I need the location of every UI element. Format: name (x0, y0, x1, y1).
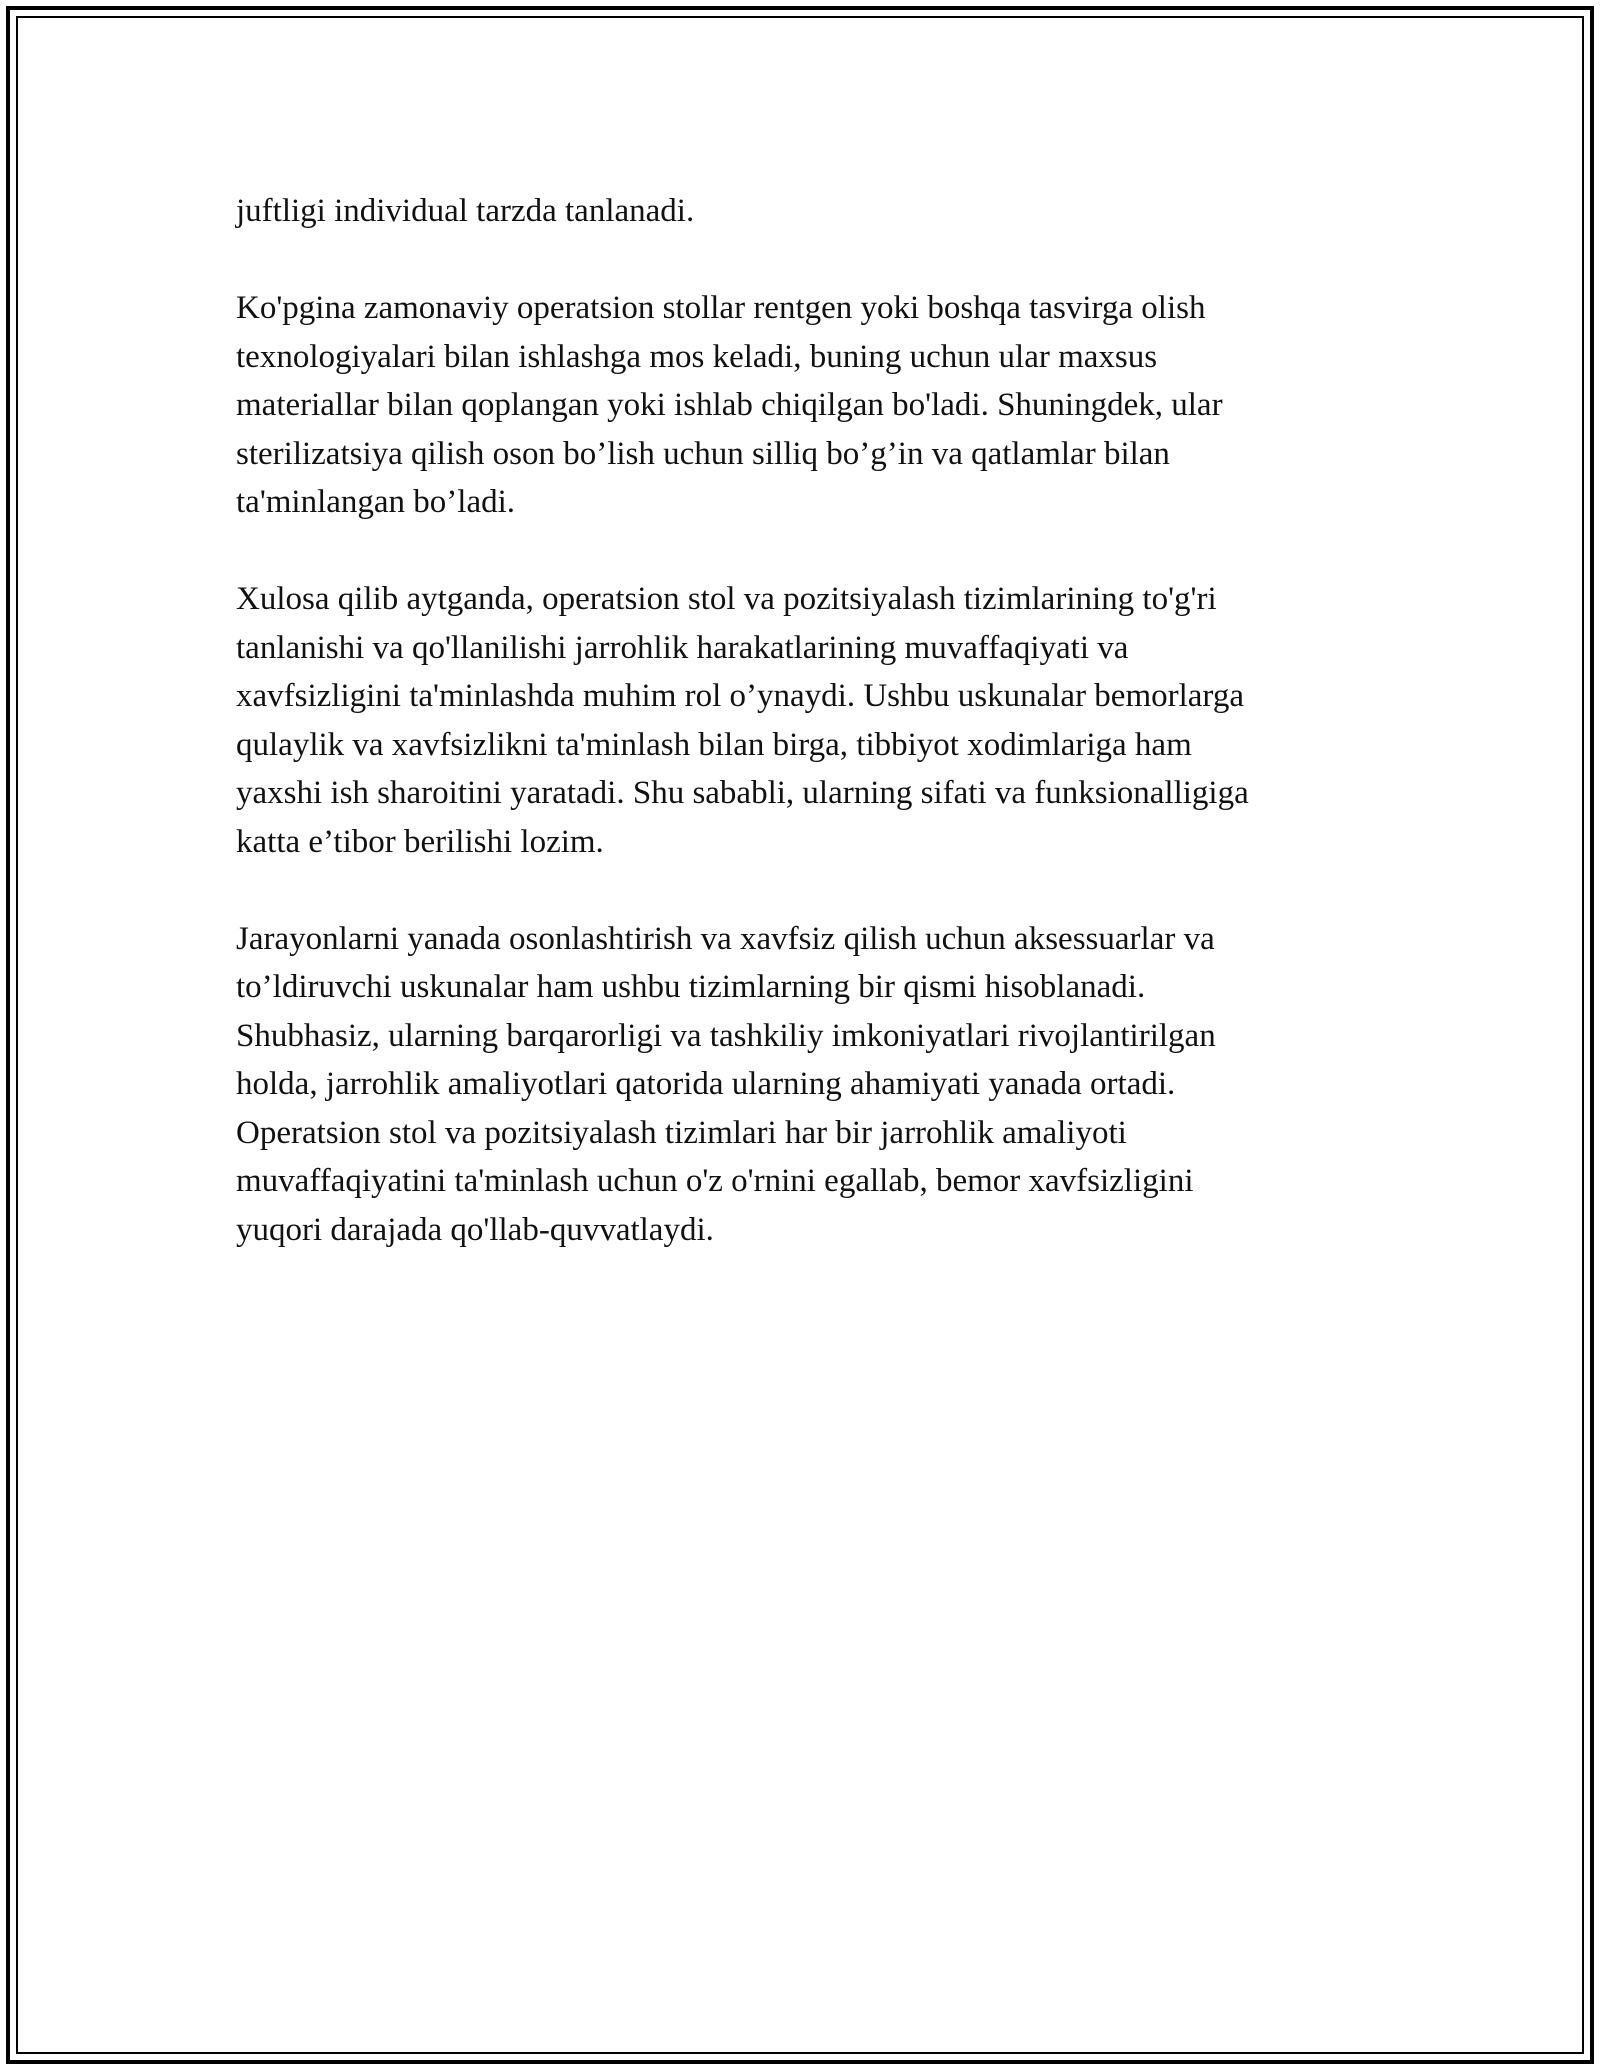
text-line: yaxshi ish sharoitini yaratadi. Shu sababli, ularning sifati va funksionalligiga (236, 775, 1249, 811)
paragraph-2 (236, 284, 1376, 527)
text-line: yuqori darajada qo'llab-quvvatlaydi. (236, 1211, 714, 1248)
text-line: to’ldiruvchi uskunalar ham ushbu tizimlarning bir qismi hisoblanadi. (236, 969, 1146, 1005)
text-line: qulaylik va xavfsizlikni ta'minlash bilan birga, tibbiyot xodimlariga ham (236, 726, 1192, 763)
paragraph-3 (236, 575, 1376, 866)
text-line: juftligi individual tarzda tanlanadi. (236, 193, 695, 229)
text-line: Shubhasiz, ularning barqarorligi va tashkiliy imkoniyatlari rivojlantirilgan (236, 1017, 1216, 1054)
text-line: Jarayonlarni yanada osonlashtirish va xavfsiz qilish uchun aksessuarlar va (236, 920, 1215, 957)
text-line: holda, jarrohlik amaliyotlari qatorida ularning ahamiyati yanada ortadi. (236, 1066, 1176, 1102)
text-line: Ko'pgina zamonaviy operatsion stollar rentgen yoki boshqa tasvirga olish (236, 290, 1206, 326)
text-line: muvaffaqiyatini ta'minlash uchun o'z o'rnini egallab, bemor xavfsizligini (236, 1163, 1194, 1199)
text-line: sterilizatsiya qilish oson bo’lish uchun silliq bo’g’in va qatlamlar bilan (236, 435, 1170, 472)
text-line: Xulosa qilib aytganda, operatsion stol va pozitsiyalash tizimlarining to'g'ri (236, 581, 1217, 617)
paragraph-1 (236, 187, 1376, 236)
text-line: Operatsion stol va pozitsiyalash tizimlari har bir jarrohlik amaliyoti (236, 1114, 1127, 1151)
text-line: texnologiyalari bilan ishlashga mos keladi, buning uchun ular maxsus (236, 338, 1158, 375)
text-line: ta'minlangan bo’ladi. (236, 484, 516, 520)
text-line: tanlanishi va qo'llanilishi jarrohlik harakatlarining muvaffaqiyati va (236, 629, 1129, 666)
text-line: katta e’tibor berilishi lozim. (236, 823, 604, 860)
document-body (236, 187, 1376, 1303)
text-line: xavfsizligini ta'minlashda muhim rol o’ynaydi. Ushbu uskunalar bemorlarga (236, 678, 1244, 714)
text-line: materiallar bilan qoplangan yoki ishlab chiqilgan bo'ladi. Shuningdek, ular (236, 387, 1223, 423)
paragraph-4 (236, 915, 1376, 1255)
